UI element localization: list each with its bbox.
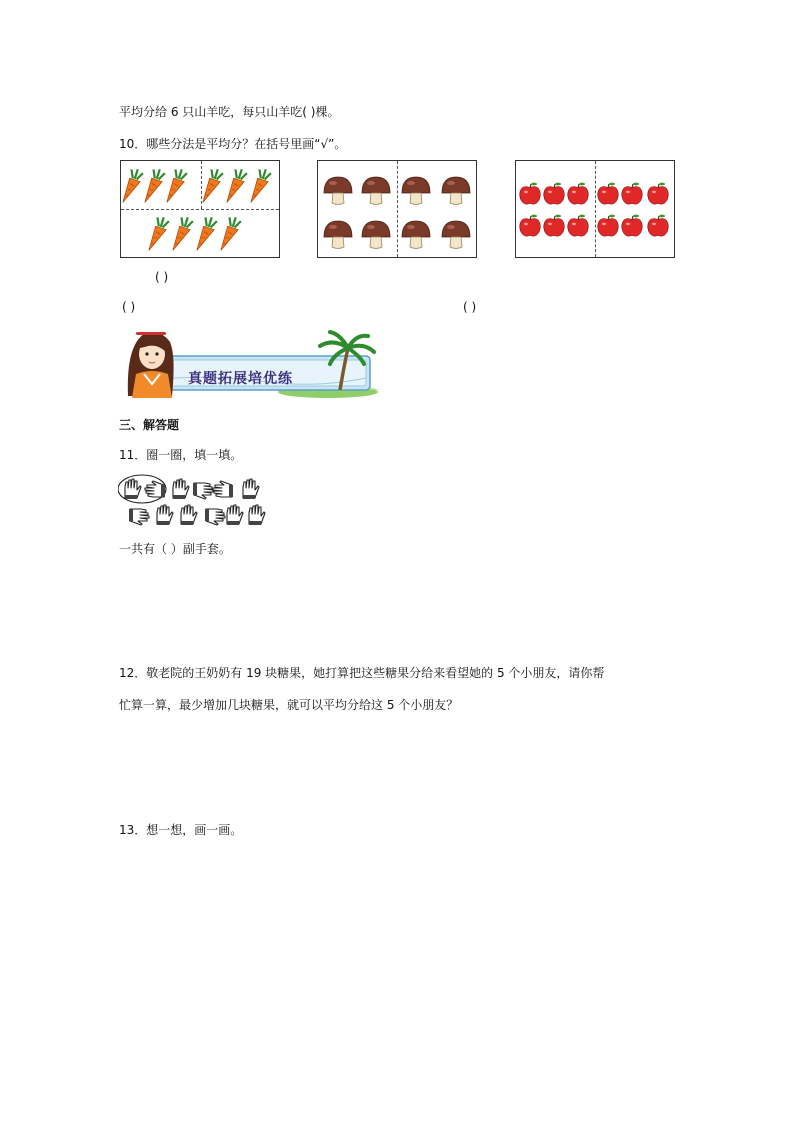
q10-answer-paren-3[interactable]: ( ) — [463, 300, 477, 314]
q13-question: 13．想一想，画一画。 — [119, 823, 243, 837]
q10-question: 10．哪些分法是平均分？在括号里画“√”。 — [119, 137, 347, 151]
q12-line2: 忙算一算，最少增加几块糖果，就可以平均分给这 5 个小朋友？ — [119, 698, 459, 712]
q12-line1: 12．敬老院的王奶奶有 19 块糖果，她打算把这些糖果分给来看望她的 5 个小朋友，请你帮 — [119, 666, 605, 680]
q11-question: 11．圈一圈，填一填。 — [119, 448, 243, 462]
apple-box — [515, 160, 675, 258]
q9-tail-text: 平均分给 6 只山羊吃，每只山羊吃( )棵。 — [119, 105, 340, 119]
carrot-box — [120, 160, 280, 258]
section3-heading: 三、解答题 — [119, 418, 180, 432]
carrot-group — [121, 161, 279, 257]
banner-title: 真题拓展培优练 — [188, 371, 293, 387]
q10-answer-paren-1[interactable]: ( ) — [155, 270, 169, 284]
mushroom-box — [317, 160, 477, 258]
q10-answer-paren-2[interactable]: ( ) — [122, 300, 136, 314]
apple-group — [516, 161, 674, 257]
q11-answer: 一共有（ ）副手套。 — [119, 542, 231, 556]
mushroom-group — [318, 161, 476, 257]
gloves-illustration — [118, 474, 268, 530]
